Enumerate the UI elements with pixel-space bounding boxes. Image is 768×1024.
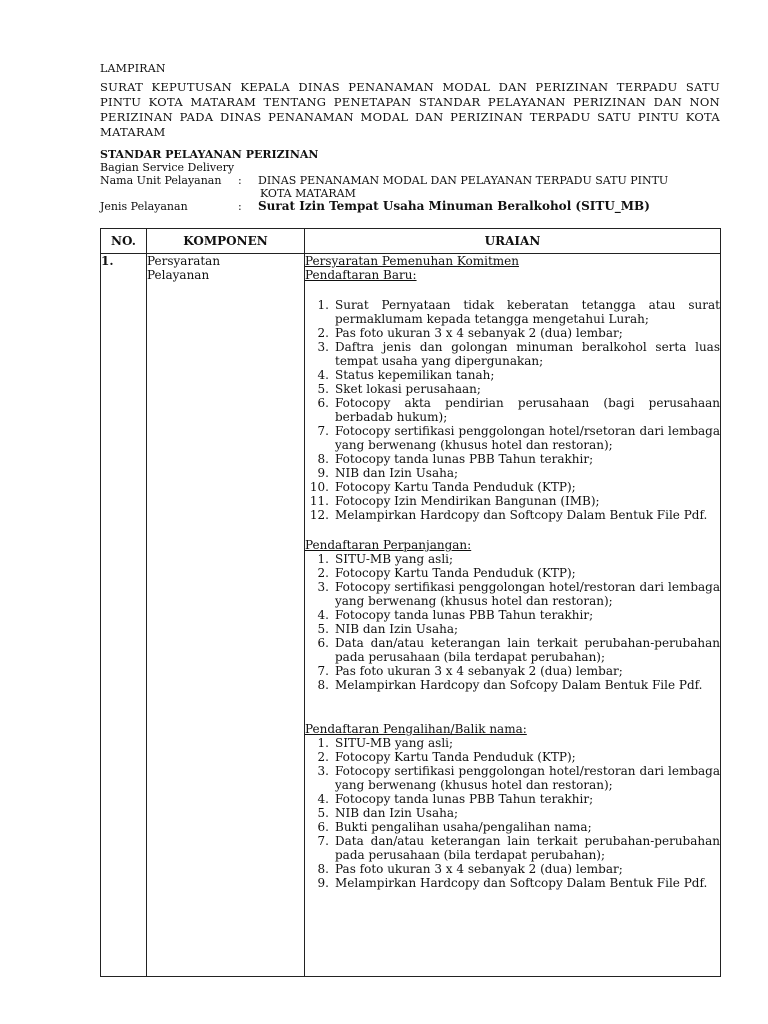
item-text: Pas foto ukuran 3 x 4 sebanyak 2 (dua) lembar; [335,862,623,876]
list-item [305,396,720,424]
item-text: NIB dan Izin Usaha; [335,806,459,820]
list-item [305,580,720,608]
item-text: Fotocopy sertifikasi penggolongan hotel/restoran dari lembaga yang berwenang (khusus hotel dan restoran); [335,764,720,792]
section-heading-perpanjangan: Pendaftaran Perpanjangan: [305,538,472,552]
item-text: Melampirkan Hardcopy dan Softcopy Dalam Bentuk File Pdf. [335,876,708,890]
item-number: 9. [317,466,329,480]
item-number: 3. [317,764,329,778]
list-item [305,494,720,508]
item-number: 8. [317,862,329,876]
list-item [305,340,720,368]
list-item [305,298,720,326]
item-text: NIB dan Izin Usaha; [335,466,459,480]
item-text: Surat Pernyataan tidak keberatan tetangga atau surat permaklumam kepada tetangga mengetahui Lurah; [335,298,720,326]
list-item [305,862,720,876]
row-number: 1. [101,254,147,977]
jenis-row [100,200,720,213]
uraian-cell [305,254,721,977]
item-number: 2. [317,750,329,764]
section-heading-pengalihan: Pendaftaran Pengalihan/Balik nama: [305,722,527,736]
item-text: Melampirkan Hardcopy dan Softcopy Dalam Bentuk File Pdf. [335,508,708,522]
list-item [305,750,720,764]
item-number: 8. [317,678,329,692]
list-perpanjangan [305,552,720,692]
item-text: Data dan/atau keterangan lain terkait perubahan-perubahan pada perusahaan (bila terdapat perubahan); [335,834,720,862]
list-item [305,368,720,382]
list-item [305,806,720,820]
table-header-row [101,229,721,254]
item-number: 4. [317,608,329,622]
list-item [305,552,720,566]
item-number: 7. [317,664,329,678]
item-number: 9. [317,876,329,890]
unit-value: DINAS PENANAMAN MODAL DAN PELAYANAN TERPADU SATU PINTU [258,174,669,187]
item-text: Fotocopy akta pendirian perusahaan (bagi perusahaan berbadab hukum); [335,396,720,424]
item-number: 6. [317,820,329,834]
unit-colon: : [238,174,242,187]
list-item [305,466,720,480]
list-item [305,382,720,396]
list-item [305,480,720,494]
item-number: 3. [317,340,329,354]
item-text: SITU-MB yang asli; [335,552,454,566]
item-number: 2. [317,326,329,340]
list-item [305,820,720,834]
item-number: 3. [317,580,329,594]
standard-title: STANDAR PELAYANAN PERIZINAN [100,148,319,161]
list-item [305,678,720,692]
item-text: Status kepemilikan tanah; [335,368,495,382]
item-number: 8. [317,452,329,466]
item-number: 2. [317,566,329,580]
item-number: 10. [309,480,329,494]
item-text: Fotocopy Kartu Tanda Penduduk (KTP); [335,750,576,764]
item-text: Fotocopy tanda lunas PBB Tahun terakhir; [335,452,594,466]
item-number: 11. [309,494,329,508]
lampiran-label: LAMPIRAN [100,62,166,75]
list-item [305,834,720,862]
uraian-title: Persyaratan Pemenuhan Komitmen [305,254,519,268]
list-item [305,326,720,340]
komponen-line-1: Persyaratan [147,254,221,268]
header-uraian: URAIAN [305,229,721,254]
item-text: Sket lokasi perusahaan; [335,382,481,396]
item-number: 1. [317,552,329,566]
list-item [305,424,720,452]
item-number: 12. [309,508,329,522]
item-text: Fotocopy Izin Mendirikan Bangunan (IMB); [335,494,600,508]
list-item [305,664,720,678]
list-item [305,636,720,664]
list-item [305,452,720,466]
item-text: Bukti pengalihan usaha/pengalihan nama; [335,820,592,834]
list-item [305,736,720,750]
item-number: 6. [317,396,329,410]
item-number: 6. [317,636,329,650]
list-item [305,876,720,890]
item-number: 4. [317,368,329,382]
service-meta [100,161,720,213]
item-number: 5. [317,806,329,820]
item-text: Pas foto ukuran 3 x 4 sebanyak 2 (dua) lembar; [335,664,623,678]
item-number: 1. [317,298,329,312]
item-text: Data dan/atau keterangan lain terkait perubahan-perubahan pada perusahaan (bila terdapat perubahan); [335,636,720,664]
table-row [101,254,721,977]
item-number: 5. [317,382,329,396]
requirements-table [100,228,721,977]
list-item [305,792,720,806]
item-number: 4. [317,792,329,806]
list-baru [305,298,720,522]
list-pengalihan [305,736,720,890]
decree-title: SURAT KEPUTUSAN KEPALA DINAS PENANAMAN MODAL DAN PERIZINAN TERPADU SATU PINTU KOTA MATARAM TENTANG PENETAPAN STANDAR PELAYANAN PERIZINAN DAN NON PERIZINAN PADA DINAS PENANAMAN MODAL DAN PERIZINAN TERPADU SATU PINTU KOTA MATARAM [100,80,720,139]
document-page [100,62,720,890]
item-number: 7. [317,424,329,438]
jenis-label: Jenis Pelayanan [100,200,188,213]
item-number: 1. [317,736,329,750]
item-text: Melampirkan Hardcopy dan Sofcopy Dalam Bentuk File Pdf. [335,678,703,692]
list-item [305,764,720,792]
komponen-cell [147,254,305,977]
item-text: SITU-MB yang asli; [335,736,454,750]
item-text: Fotocopy tanda lunas PBB Tahun terakhir; [335,608,594,622]
unit-label: Nama Unit Pelayanan [100,174,222,187]
item-text: Fotocopy sertifikasi penggolongan hotel/restoran dari lembaga yang berwenang (khusus hotel dan restoran); [335,580,720,608]
list-item [305,622,720,636]
item-number: 5. [317,622,329,636]
item-text: Fotocopy Kartu Tanda Penduduk (KTP); [335,480,576,494]
list-item [305,608,720,622]
item-text: Fotocopy Kartu Tanda Penduduk (KTP); [335,566,576,580]
list-item [305,566,720,580]
item-text: Fotocopy tanda lunas PBB Tahun terakhir; [335,792,594,806]
item-number: 7. [317,834,329,848]
list-item [305,508,720,522]
bagian-label: Bagian Service Delivery [100,161,235,174]
item-text: Fotocopy sertifikasi penggolongan hotel/rsetoran dari lembaga yang berwenang (khusus hotel dan restoran); [335,424,720,452]
header-no: NO. [101,229,147,254]
item-text: Pas foto ukuran 3 x 4 sebanyak 2 (dua) lembar; [335,326,623,340]
item-text: Daftra jenis dan golongan minuman beralkohol serta luas tempat usaha yang dipergunakan; [335,340,720,368]
komponen-line-2: Pelayanan [147,268,210,282]
jenis-colon: : [238,200,242,213]
section-heading-baru: Pendaftaran Baru: [305,268,417,282]
header-komponen: KOMPONEN [147,229,305,254]
jenis-value: Surat Izin Tempat Usaha Minuman Beralkohol (SITU_MB) [258,199,650,213]
unit-row [100,174,720,187]
unit-value-cont: KOTA MATARAM [260,187,356,200]
item-text: NIB dan Izin Usaha; [335,622,459,636]
